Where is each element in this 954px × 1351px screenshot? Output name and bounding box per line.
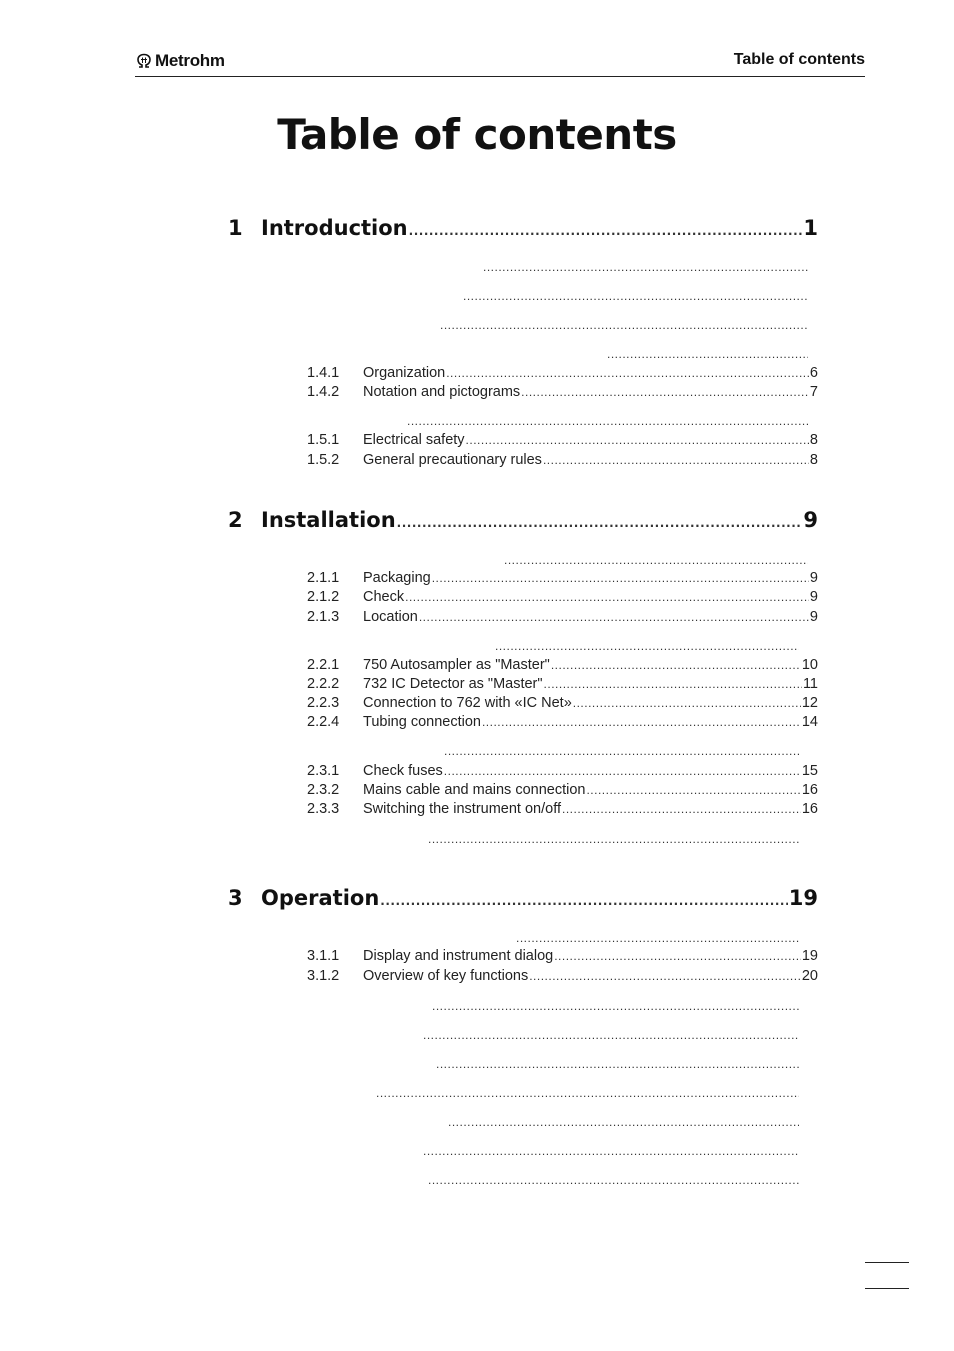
dot-leader bbox=[428, 1175, 799, 1185]
entry-title: Location bbox=[363, 609, 418, 625]
entry-number: 1.4.1 bbox=[307, 365, 340, 381]
entry-page: 9 bbox=[809, 589, 818, 605]
dot-leader bbox=[444, 764, 801, 778]
dot-leader bbox=[407, 416, 808, 426]
dot-leader bbox=[554, 949, 801, 963]
entry-title: Overview of key functions bbox=[363, 968, 529, 984]
dot-leader bbox=[504, 555, 808, 565]
chapter-page: 19 bbox=[788, 886, 818, 910]
toc-entry[interactable] bbox=[307, 968, 818, 984]
toc-entry[interactable] bbox=[307, 948, 818, 964]
entry-number: 2.1.2 bbox=[307, 589, 340, 605]
dot-leader bbox=[405, 590, 809, 604]
toc-entry[interactable] bbox=[307, 609, 818, 625]
entry-title: Electrical safety bbox=[363, 432, 465, 448]
footer-rule bbox=[865, 1288, 909, 1289]
dot-leader bbox=[419, 610, 809, 624]
entry-number: 2.1.3 bbox=[307, 609, 340, 625]
entry-page: 14 bbox=[801, 714, 818, 730]
entry-page: 8 bbox=[809, 452, 818, 468]
dot-leader bbox=[397, 516, 803, 530]
entry-page: 11 bbox=[802, 676, 818, 692]
entry-page: 10 bbox=[801, 657, 818, 673]
dot-leader bbox=[428, 834, 799, 844]
entry-page: 20 bbox=[801, 968, 818, 984]
dot-leader bbox=[463, 291, 808, 301]
toc-entry[interactable] bbox=[307, 384, 818, 400]
toc-entry[interactable] bbox=[307, 589, 818, 605]
dot-leader bbox=[573, 696, 801, 710]
entry-title: Packaging bbox=[363, 570, 431, 586]
entry-page: 15 bbox=[801, 763, 818, 779]
entry-number: 2.1.1 bbox=[307, 570, 340, 586]
entry-title: Check bbox=[363, 589, 405, 605]
entry-number: 3.1.1 bbox=[307, 948, 340, 964]
entry-page: 8 bbox=[809, 432, 818, 448]
entry-number: 1.5.2 bbox=[307, 452, 340, 468]
entry-title: Organization bbox=[363, 365, 446, 381]
logo-text: Metrohm bbox=[155, 51, 225, 70]
dot-leader bbox=[516, 933, 799, 943]
dot-leader bbox=[432, 571, 809, 585]
entry-title: Check fuses bbox=[363, 763, 443, 779]
chapter-number: 3 bbox=[228, 886, 243, 910]
chapter-page: 9 bbox=[803, 508, 818, 532]
footer-rule bbox=[865, 1262, 909, 1263]
dot-leader bbox=[551, 658, 801, 672]
dot-leader bbox=[444, 746, 799, 756]
entry-page: 7 bbox=[809, 384, 818, 400]
entry-number: 2.2.1 bbox=[307, 657, 340, 673]
toc-entry[interactable] bbox=[307, 695, 818, 711]
chapter-title: Installation bbox=[261, 508, 396, 532]
toc-entry[interactable] bbox=[307, 801, 818, 817]
toc-entry[interactable] bbox=[307, 714, 818, 730]
page-header bbox=[135, 48, 865, 77]
metrohm-omega-icon bbox=[135, 53, 153, 69]
chapter-title: Operation bbox=[261, 886, 380, 910]
entry-number: 2.2.2 bbox=[307, 676, 340, 692]
dot-leader bbox=[607, 349, 808, 359]
chapter-row[interactable] bbox=[228, 508, 818, 532]
entry-page: 16 bbox=[801, 782, 818, 798]
dot-leader bbox=[529, 969, 801, 983]
dot-leader bbox=[423, 1030, 799, 1040]
entry-title: 732 IC Detector as "Master" bbox=[363, 676, 543, 692]
dot-leader bbox=[544, 677, 802, 691]
entry-title: 750 Autosampler as "Master" bbox=[363, 657, 550, 673]
entry-number: 2.2.4 bbox=[307, 714, 340, 730]
dot-leader bbox=[409, 224, 803, 238]
entry-title: Connection to 762 with «IC Net» bbox=[363, 695, 572, 711]
dot-leader bbox=[586, 783, 800, 797]
dot-leader bbox=[436, 1059, 799, 1069]
entry-page: 9 bbox=[809, 570, 818, 586]
entry-number: 1.4.2 bbox=[307, 384, 340, 400]
dot-leader bbox=[423, 1146, 799, 1156]
entry-page: 12 bbox=[801, 695, 818, 711]
toc-entry[interactable] bbox=[307, 452, 818, 468]
entry-page: 9 bbox=[809, 609, 818, 625]
chapter-page: 1 bbox=[803, 216, 818, 240]
chapter-title: Introduction bbox=[261, 216, 408, 240]
chapter-row[interactable] bbox=[228, 216, 818, 240]
entry-page: 19 bbox=[801, 948, 818, 964]
dot-leader bbox=[495, 641, 799, 651]
entry-title: Tubing connection bbox=[363, 714, 481, 730]
entry-title: Mains cable and mains connection bbox=[363, 782, 586, 798]
entry-number: 1.5.1 bbox=[307, 432, 340, 448]
chapter-number: 1 bbox=[228, 216, 243, 240]
toc-entry[interactable] bbox=[307, 676, 818, 692]
page-title: Table of contents bbox=[277, 110, 677, 159]
entry-page: 16 bbox=[801, 801, 818, 817]
dot-leader bbox=[440, 320, 808, 330]
dot-leader bbox=[482, 715, 801, 729]
toc-entry[interactable] bbox=[307, 365, 818, 381]
entry-number: 2.3.2 bbox=[307, 782, 340, 798]
dot-leader bbox=[448, 1117, 799, 1127]
entry-number: 3.1.2 bbox=[307, 968, 340, 984]
entry-page: 6 bbox=[809, 365, 818, 381]
dot-leader bbox=[543, 453, 809, 467]
dot-leader bbox=[483, 262, 808, 272]
header-section-title: Table of contents bbox=[733, 51, 865, 68]
dot-leader bbox=[380, 894, 787, 908]
entry-number: 2.2.3 bbox=[307, 695, 340, 711]
metrohm-logo bbox=[135, 51, 225, 71]
toc-entry[interactable] bbox=[307, 782, 818, 798]
chapter-number: 2 bbox=[228, 508, 243, 532]
dot-leader bbox=[446, 366, 809, 380]
dot-leader bbox=[562, 802, 801, 816]
toc-entry[interactable] bbox=[307, 763, 818, 779]
entry-title: Notation and pictograms bbox=[363, 384, 521, 400]
toc-entry[interactable] bbox=[307, 570, 818, 586]
dot-leader bbox=[432, 1001, 799, 1011]
entry-number: 2.3.1 bbox=[307, 763, 340, 779]
toc-entry[interactable] bbox=[307, 432, 818, 448]
dot-leader bbox=[521, 385, 809, 399]
toc-entry[interactable] bbox=[307, 657, 818, 673]
chapter-row[interactable] bbox=[228, 886, 818, 910]
entry-number: 2.3.3 bbox=[307, 801, 340, 817]
entry-title: General precautionary rules bbox=[363, 452, 542, 468]
dot-leader bbox=[466, 433, 809, 447]
entry-title: Switching the instrument on/off bbox=[363, 801, 562, 817]
entry-title: Display and instrument dialog bbox=[363, 948, 554, 964]
dot-leader bbox=[376, 1088, 799, 1098]
